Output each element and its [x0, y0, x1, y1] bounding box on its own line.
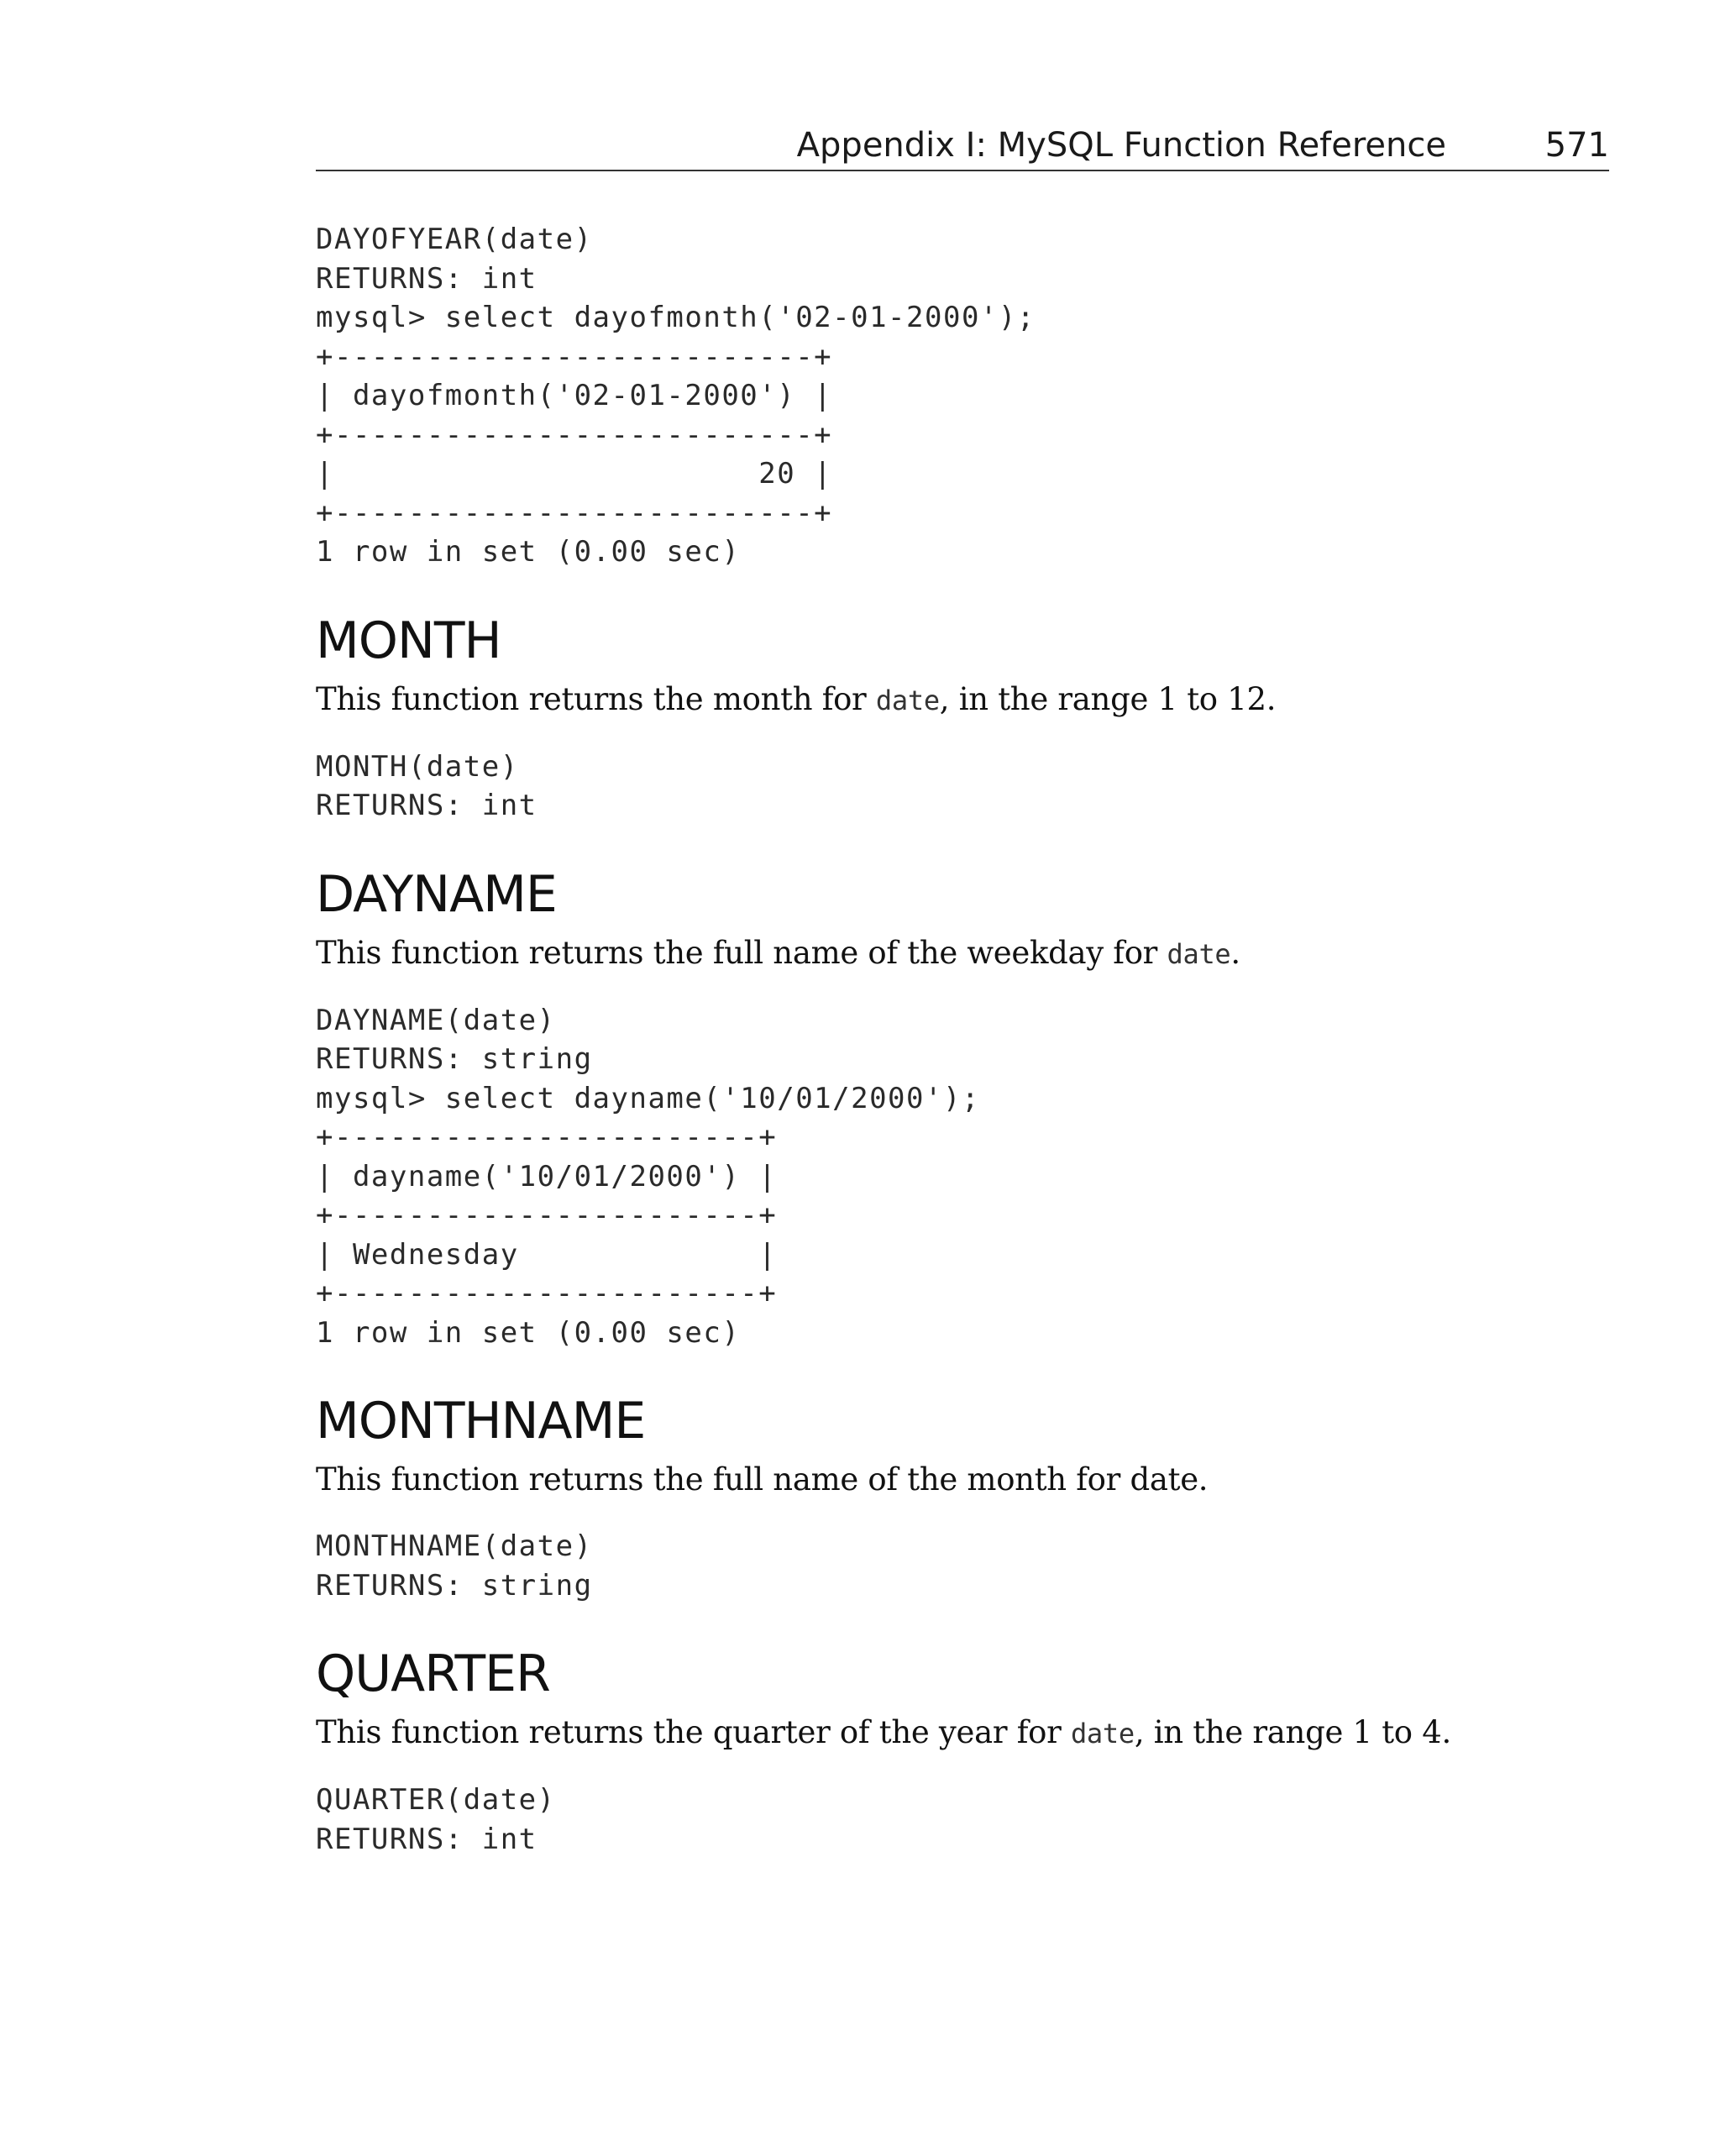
dayname-code-block: DAYNAME(date) RETURNS: string mysql> select dayname('10/01/2000'); +-----------------------+ | dayname('10/01/2000') | +-----------------------+ | Wednesday | +-----------------------+ 1 row in set (0.00 sec) — [316, 1003, 980, 1350]
month-desc-text: This function returns the month for — [316, 680, 876, 717]
month-desc-code: date — [875, 684, 940, 716]
quarter-description — [316, 1711, 1609, 1755]
section-dayname — [316, 861, 1609, 1353]
quarter-desc-code: date — [1070, 1718, 1135, 1749]
quarter-desc-tail: , in the range 1 to 4. — [1134, 1714, 1451, 1750]
running-title: Appendix I: MySQL Function Reference — [796, 126, 1446, 165]
month-description — [316, 678, 1609, 722]
page-number: 571 — [1544, 126, 1609, 165]
dayname-desc-text: This function returns the full name of the weekday for — [316, 934, 1167, 971]
monthname-code-block: MONTHNAME(date) RETURNS: string — [316, 1529, 593, 1603]
page-content — [316, 220, 1609, 1859]
dayname-desc-tail: . — [1230, 934, 1240, 971]
dayname-heading: DAYNAME — [316, 864, 557, 924]
dayname-description — [316, 931, 1609, 976]
monthname-heading: MONTHNAME — [316, 1392, 646, 1450]
month-heading: MONTH — [316, 611, 501, 670]
dayname-desc-code: date — [1167, 937, 1231, 970]
section-month — [316, 607, 1609, 826]
monthname-description: This function returns the full name of the month for date. — [316, 1461, 1209, 1498]
quarter-desc-text: This function returns the quarter of the year for — [316, 1714, 1071, 1750]
quarter-heading: QUARTER — [316, 1645, 550, 1703]
dayofyear-code-block: DAYOFYEAR(date) RETURNS: int mysql> select dayofmonth('02-01-2000'); +--------------------------+ | dayofmonth('02-01-2000') | +--------------------------+ | 20 | +--------------------------+ 1 row in set (0.00 sec) — [316, 223, 1036, 569]
section-quarter — [316, 1640, 1609, 1859]
section-monthname — [316, 1387, 1609, 1605]
quarter-code-block: QUARTER(date) RETURNS: int — [316, 1783, 556, 1856]
running-header — [316, 118, 1609, 171]
month-desc-tail: , in the range 1 to 12. — [939, 680, 1277, 717]
month-code-block: MONTH(date) RETURNS: int — [316, 749, 538, 822]
